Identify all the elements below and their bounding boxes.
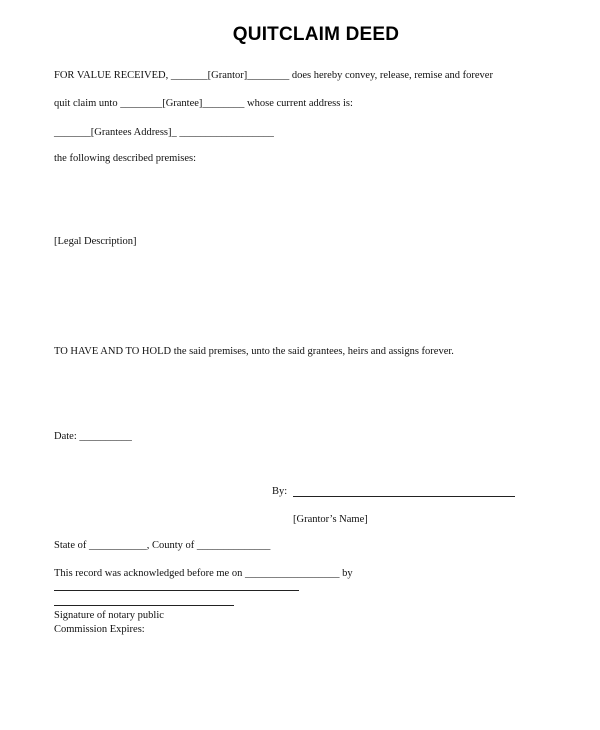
commission-expires-label: Commission Expires:: [54, 624, 145, 635]
described-premises-line: the following described premises:: [54, 153, 197, 164]
grantee-address-line: _______[Grantees Address]_ __________________: [54, 127, 274, 138]
date-line: Date: __________: [54, 431, 132, 442]
acknowledged-line: This record was acknowledged before me on __________________ by: [54, 568, 353, 579]
document-title: QUITCLAIM DEED: [232, 24, 400, 45]
grantor-signature-line: [293, 496, 515, 497]
state-county-line: State of ___________, County of ______________: [54, 540, 271, 551]
grantor-name: [Grantor’s Name]: [293, 514, 368, 525]
value-received-line: FOR VALUE RECEIVED, _______[Grantor]________ does hereby convey, release, remise and forever: [54, 70, 493, 81]
quit-claim-unto-line: quit claim unto ________[Grantee]________ whose current address is:: [54, 98, 353, 109]
notary-signature-line: [54, 605, 234, 606]
notary-signature-label: Signature of notary public: [54, 610, 164, 621]
habendum-clause: TO HAVE AND TO HOLD the said premises, unto the said grantees, heirs and assigns forever.: [54, 346, 454, 357]
acknowledgment-name-line: [54, 590, 299, 591]
legal-description: [Legal Description]: [54, 236, 137, 247]
by-label: By:: [272, 486, 288, 497]
